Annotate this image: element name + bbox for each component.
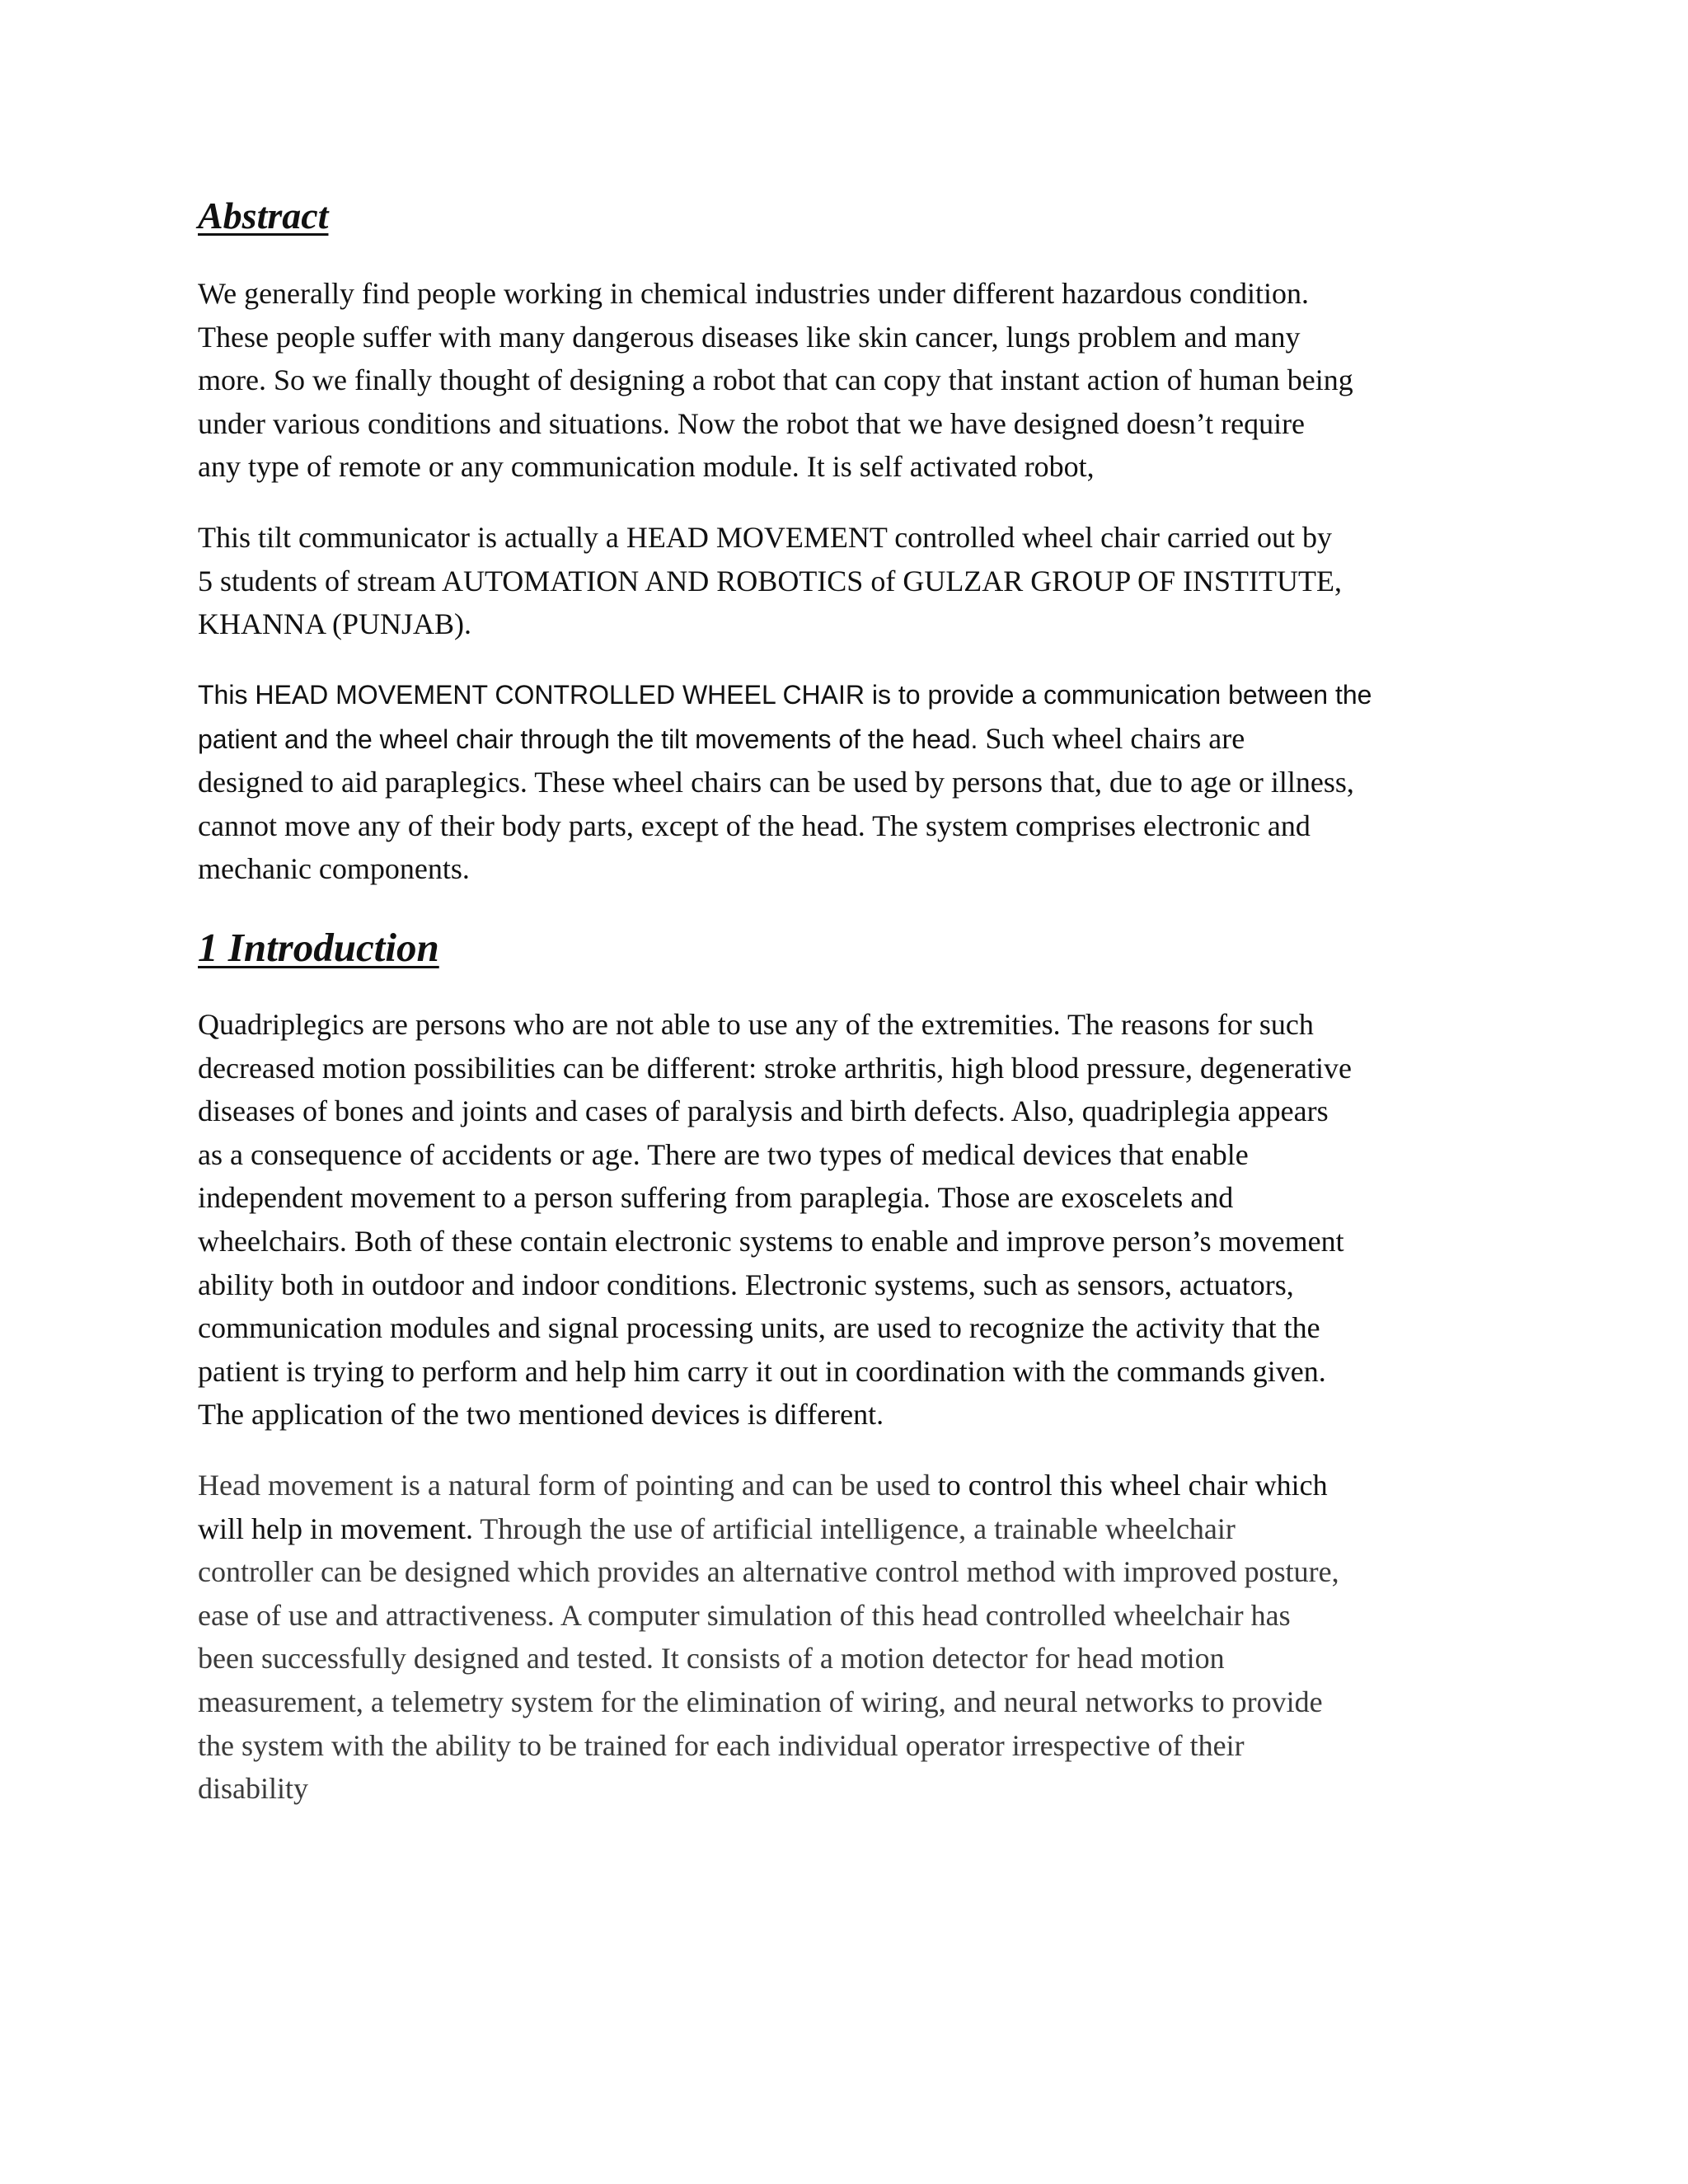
- text-line: more. So we finally thought of designing a robot that can copy that instant action of human being: [198, 363, 1353, 397]
- text-run: to control this wheel chair which: [937, 1469, 1328, 1502]
- text-line: any type of remote or any communication module. It is self activated robot,: [198, 450, 1095, 484]
- text-line: The application of the two mentioned devices is different.: [198, 1398, 884, 1432]
- text-line: This tilt communicator is actually a HEAD MOVEMENT controlled wheel chair carried out by: [198, 521, 1332, 554]
- text-line: wheelchairs. Both of these contain electronic systems to enable and improve person’s movement: [198, 1224, 1344, 1258]
- introduction-paragraph-1: [198, 1003, 1525, 1436]
- text-line: disability: [198, 1772, 308, 1806]
- text-line: [198, 1464, 1525, 1507]
- text-line: cannot move any of their body parts, except of the head. The system comprises electronic and: [198, 808, 1311, 842]
- text-line: patient is trying to perform and help him carry it out in coordination with the commands given.: [198, 1354, 1326, 1388]
- text-line: independent movement to a person suffering from paraplegia. Those are exoscelets and: [198, 1181, 1234, 1215]
- introduction-paragraph-2: [198, 1464, 1525, 1811]
- abstract-paragraph-3: [198, 673, 1525, 891]
- text-line: This HEAD MOVEMENT CONTROLLED WHEEL CHAIR is to provide a communication between the: [198, 680, 1372, 710]
- text-run: will help in movement.: [198, 1511, 473, 1545]
- text-line: the system with the ability to be trained for each individual operator irrespective of their: [198, 1728, 1245, 1762]
- text-line: 5 students of stream AUTOMATION AND ROBOTICS of GULZAR GROUP OF INSTITUTE,: [198, 564, 1342, 598]
- text-line: diseases of bones and joints and cases of paralysis and birth defects. Also, quadriplegia appears: [198, 1094, 1329, 1128]
- abstract-paragraph-1: [198, 272, 1525, 489]
- text-line: Quadriplegics are persons who are not able to use any of the extremities. The reasons for such: [198, 1008, 1314, 1041]
- text-line: These people suffer with many dangerous diseases like skin cancer, lungs problem and many: [198, 320, 1301, 354]
- text-line: designed to aid paraplegics. These wheel chairs can be used by persons that, due to age or illness,: [198, 766, 1354, 799]
- text-line: decreased motion possibilities can be different: stroke arthritis, high blood pressure, degenerative: [198, 1051, 1352, 1085]
- text-line: under various conditions and situations. Now the robot that we have designed doesn’t require: [198, 406, 1306, 440]
- text-line: controller can be designed which provides an alternative control method with improved posture,: [198, 1555, 1339, 1589]
- text-run: Head movement is a natural form of pointing and can be used: [198, 1469, 938, 1502]
- text-line: ability both in outdoor and indoor conditions. Electronic systems, such as sensors, actuators,: [198, 1268, 1294, 1301]
- text-run: patient and the wheel chair through the tilt movements of the head.: [198, 724, 978, 754]
- text-line: measurement, a telemetry system for the elimination of wiring, and neural networks to provide: [198, 1685, 1323, 1718]
- introduction-heading: 1 Introduction: [198, 925, 439, 970]
- text-line: ease of use and attractiveness. A computer simulation of this head controlled wheelchair has: [198, 1598, 1291, 1632]
- text-run: Such wheel chairs are: [978, 721, 1245, 755]
- text-run: Through the use of artificial intelligence, a trainable wheelchair: [472, 1511, 1236, 1545]
- text-line: [198, 1507, 1525, 1551]
- text-line: mechanic components.: [198, 852, 470, 886]
- text-line: KHANNA (PUNJAB).: [198, 607, 472, 641]
- text-line: communication modules and signal processing units, are used to recognize the activity that the: [198, 1311, 1320, 1345]
- abstract-paragraph-2: [198, 516, 1525, 646]
- text-line: [198, 717, 1525, 762]
- abstract-heading: Abstract: [198, 194, 329, 237]
- text-line: been successfully designed and tested. It consists of a motion detector for head motion: [198, 1642, 1225, 1675]
- text-line: We generally find people working in chemical industries under different hazardous condition.: [198, 277, 1310, 310]
- text-line: as a consequence of accidents or age. There are two types of medical devices that enable: [198, 1137, 1249, 1171]
